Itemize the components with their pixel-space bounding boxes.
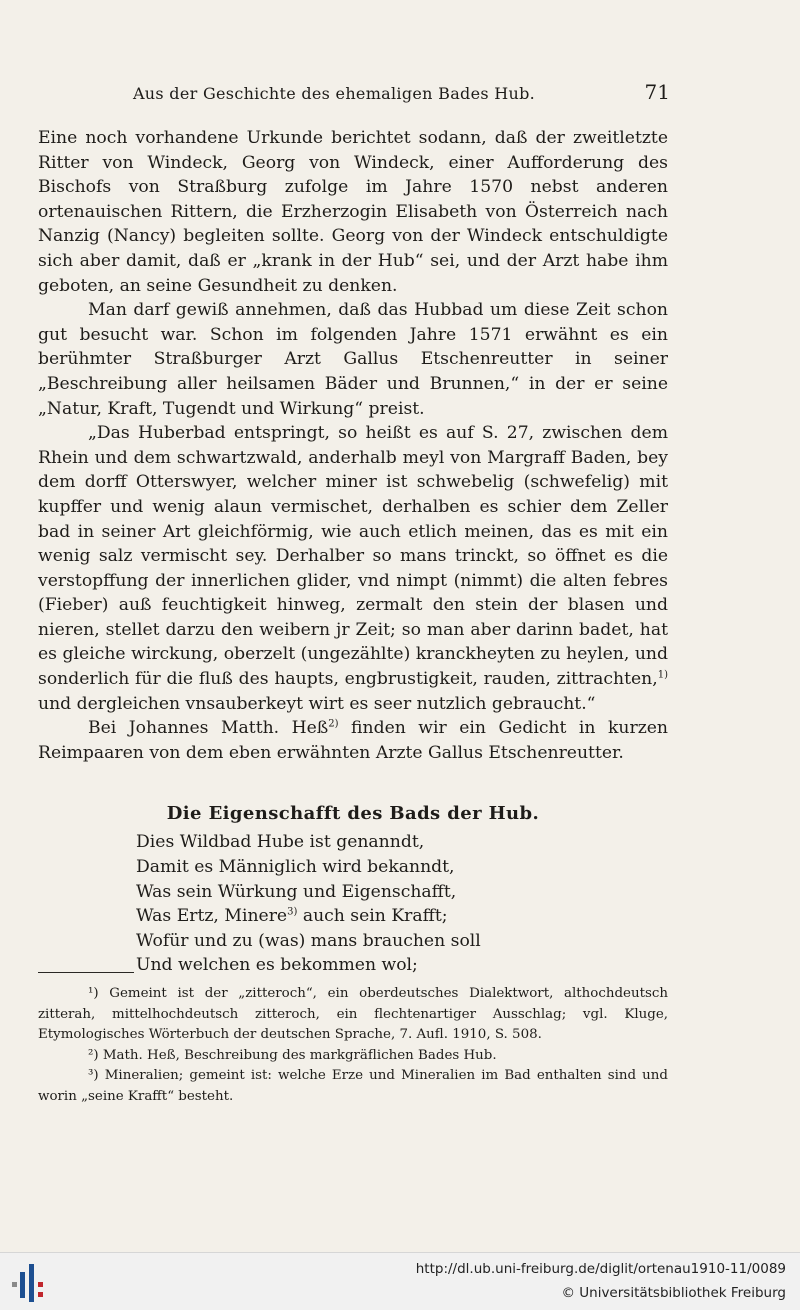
poem xyxy=(136,830,668,978)
footnote-divider xyxy=(38,972,134,973)
footnote-ref: 3) xyxy=(287,906,298,918)
footnote-1: ¹) Gemeint ist der „zitteroch“, ein oberdeutsches Dialektwort, althochdeutsch zitterah, mittelhochdeutsch zitteroch, ein flechtenartiger Ausschlag; vgl. Kluge, Etymologisches Wörterbuch der deutschen Sprache, 7. Aufl. 1910, S. 508. xyxy=(38,986,668,1043)
poem-line xyxy=(136,929,668,954)
paragraph-text: „Das Huberbad entspringt, so heißt es auf S. 27, zwischen dem Rhein und dem schwartzwald, anderhalb meyl von Margraff Baden, bey dem dorff Otterswyer, welcher miner ist schwebelig (schwefelig) mit kupffer und wenig alaun vermischet, derhalben es schier dem Zeller bad in seiner Art gleichförmig, wie auch etlich meinen, das es mit ein wenig salz vermischt sey. Derhalber so mans trinckt, so öffnet es die verstopffung der innerlichen glider, vnd nimpt (nimmt) die alten febres (Fieber) auß feuchtigkeit hinweg, zermalt den stein der blasen und nieren, stellet darzu den weibern jr Zeit; so man aber darinn badet, hat es gleiche wirckung, oberzelt (ungezählte) kranckheyten zu heylen, und sonderlich für die fluß des haupts, engbrustigkeit, rauden, zittrachten, xyxy=(38,423,668,690)
poem-line-text: Was Ertz, Minere xyxy=(136,906,288,927)
poem-line-tail: auch sein Krafft; xyxy=(297,906,448,927)
poem-line xyxy=(136,830,668,855)
paragraph-1 xyxy=(38,126,668,298)
footnote-3: ³) Mineralien; gemeint ist: welche Erze und Mineralien im Bad enthalten sind und worin „seine Krafft“ besteht. xyxy=(38,1068,668,1104)
poem-line xyxy=(136,880,668,905)
poem-line xyxy=(136,855,668,880)
body-text xyxy=(38,126,668,978)
poem-line xyxy=(136,953,668,978)
poem-line-text: Dies Wildbad Hube ist genanndt, xyxy=(136,832,425,853)
paragraph-text: Eine noch vorhandene Urkunde berichtet sodann, daß der zweitletzte Ritter von Windeck, Georg von Windeck, einer Aufforderung des Bischofs von Straßburg zufolge im Jahre 1570 nebst anderen ortenauischen Rittern, die Erzherzogin Elisabeth von Österreich nach Nanzig (Nancy) begleiten sollte. Georg von der Windeck entschuldigte sich aber damit, daß er „krank in der Hub“ sei, und der Arzt habe ihm geboten, an seine Gesundheit zu denken. xyxy=(38,128,668,296)
running-title: Aus der Geschichte des ehemaligen Bades Hub. xyxy=(132,84,536,103)
viewer-footer xyxy=(0,1252,800,1310)
footnote-ref: 2) xyxy=(328,718,339,730)
paragraph-tail: und dergleichen vnsauberkeyt wirt es seer nutzlich gebraucht.“ xyxy=(38,693,596,714)
poem-line-text: Wofür und zu (was) mans brauchen soll xyxy=(136,930,481,951)
paragraph-text: Man darf gewiß annehmen, daß das Hubbad um diese Zeit schon gut besucht war. Schon im folgenden Jahre 1571 erwähnt es ein berühmter Straßburger Arzt Gallus Etschenreutter in seiner „Beschreibung aller heilsamen Bäder und Brunnen,“ in der er seine „Natur, Kraft, Tugendt und Wirkung“ preist. xyxy=(38,300,668,419)
poem-line-text: Damit es Männiglich wird bekanndt, xyxy=(136,857,455,878)
poem-line-text: Und welchen es bekommen wol; xyxy=(136,955,418,976)
page-number: 71 xyxy=(644,80,670,104)
footnote-ref: 1) xyxy=(657,669,668,681)
poem-line xyxy=(136,904,668,929)
paragraph-4 xyxy=(38,716,668,765)
running-head xyxy=(38,80,670,108)
ub-freiburg-logo-icon xyxy=(8,1262,52,1302)
footnotes xyxy=(38,984,668,1108)
paragraph-3 xyxy=(38,421,668,716)
footnote-2: ²) Math. Heß, Beschreibung des markgräflichen Bades Hub. xyxy=(88,1047,497,1063)
poem-line-text: Was sein Würkung und Eigenschafft, xyxy=(136,881,457,902)
footnote-ref-number: 2 xyxy=(328,718,335,730)
poem-title: Die Eigenschafft des Bads der Hub. xyxy=(166,803,540,825)
footnote-ref-number: 1 xyxy=(657,669,665,681)
paragraph-2 xyxy=(38,298,668,421)
footnote-ref-number: 3 xyxy=(287,906,294,918)
paragraph-tail: finden wir ein Gedicht in kurzen Reimpaaren von dem eben erwähnten Arzte Gallus Etschenreutter. xyxy=(38,718,668,763)
permalink-url[interactable]: http://dl.ub.uni-freiburg.de/diglit/ortenau1910-11/0089 xyxy=(415,1261,786,1277)
paragraph-text: Bei Johannes Matth. Heß xyxy=(88,718,329,739)
copyright-notice: © Universitätsbibliothek Freiburg xyxy=(561,1285,786,1301)
